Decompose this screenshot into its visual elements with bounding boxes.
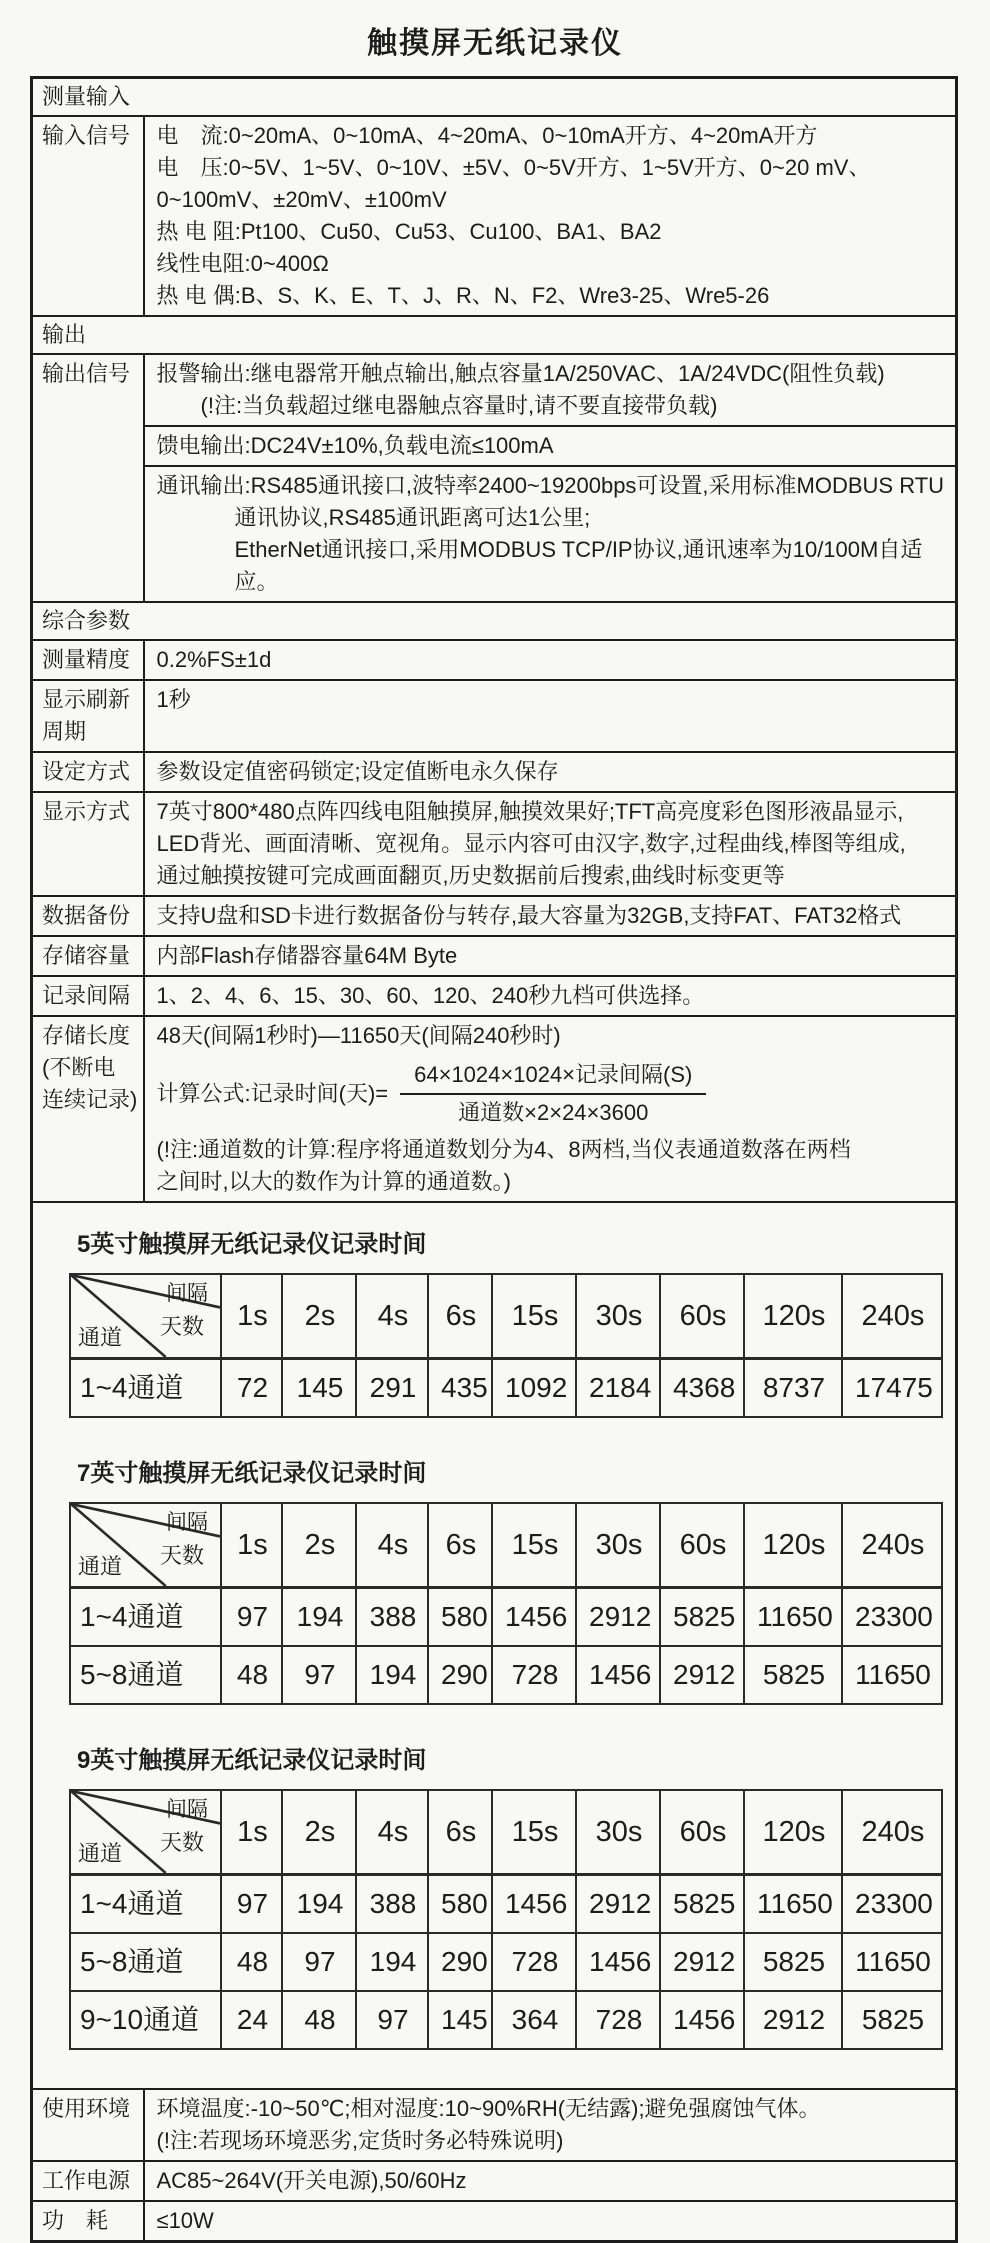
record-table-header-row: [70, 1790, 942, 1875]
column-header: 30s: [576, 1274, 660, 1359]
row-label-power: 工作电源: [32, 2161, 144, 2201]
row-output-signal-alarm: [32, 354, 957, 426]
days-value: 1456: [576, 1933, 660, 1991]
formula-numerator: 64×1024×1024×记录间隔(S): [400, 1060, 706, 1095]
days-value: 1456: [492, 1875, 576, 1934]
days-value: 364: [492, 1991, 576, 2049]
input-signal-line: 热 电 偶:B、S、K、E、T、J、R、N、F2、Wre3-25、Wre5-26: [156, 283, 770, 308]
comm-output-cell: [144, 466, 957, 602]
storage-length-note: 之间时,以大的数作为计算的通道数。): [156, 1169, 511, 1194]
record-table-header-row: [70, 1503, 942, 1588]
record-table-7inch: [69, 1502, 943, 1705]
refresh-label-line: 显示刷新: [42, 687, 131, 712]
column-header: 240s: [842, 1274, 942, 1359]
corner-cell: [70, 1790, 221, 1875]
row-channel-label: 5~8通道: [70, 1933, 221, 1991]
row-input-signal: [32, 116, 957, 316]
display-line: 通过触摸按键可完成画面翻页,历史数据前后搜索,曲线时标变更等: [156, 863, 785, 888]
days-value: 1092: [492, 1359, 576, 1418]
row-label-refresh: [32, 680, 144, 752]
days-value: 17475: [842, 1359, 942, 1418]
corner-cell: [70, 1503, 221, 1588]
column-header: 6s: [428, 1790, 492, 1875]
storage-length-label-line: 存储长度: [42, 1023, 131, 1048]
days-value: 97: [221, 1588, 282, 1647]
days-value: 8737: [744, 1359, 842, 1418]
refresh-label-line: 周期: [42, 719, 87, 744]
row-setting: [32, 752, 957, 792]
column-header: 15s: [492, 1790, 576, 1875]
row-label-setting: 设定方式: [32, 752, 144, 792]
column-header: 240s: [842, 1503, 942, 1588]
corner-label-channel: 通道: [78, 1554, 123, 1579]
days-value: 97: [356, 1991, 428, 2049]
row-interval: [32, 976, 957, 1016]
section-header-general: 综合参数: [32, 602, 957, 640]
alarm-output-cell: [144, 354, 957, 426]
row-channel-label: 9~10通道: [70, 1991, 221, 2049]
days-value: 194: [282, 1588, 356, 1647]
days-value: 388: [356, 1588, 428, 1647]
record-table-header-row: [70, 1274, 942, 1359]
input-signal-cell: [144, 116, 957, 316]
days-value: 194: [282, 1875, 356, 1934]
record-table-5inch: [69, 1273, 943, 1418]
formula-denominator: 通道数×2×24×3600: [458, 1100, 649, 1125]
corner-label-days: 天数: [159, 1543, 204, 1568]
days-value: 48: [282, 1991, 356, 2049]
row-storage-length: [32, 1016, 957, 1202]
column-header: 4s: [356, 1790, 428, 1875]
storage-length-range: 48天(间隔1秒时)—11650天(间隔240秒时): [156, 1023, 561, 1048]
alarm-output-line: 报警输出:继电器常开触点输出,触点容量1A/250VAC、1A/24VDC(阻性负载): [156, 361, 885, 386]
row-label-storage-length: [32, 1016, 144, 1202]
input-signal-line: 热 电 阻:Pt100、Cu50、Cu53、Cu100、BA1、BA2: [156, 219, 662, 244]
column-header: 60s: [660, 1274, 744, 1359]
days-value: 2912: [660, 1646, 744, 1704]
corner-label-channel: 通道: [78, 1325, 123, 1350]
days-value: 11650: [842, 1646, 942, 1704]
days-value: 580: [428, 1875, 492, 1934]
corner-label-interval: 间隔: [166, 1798, 208, 1821]
column-header: 120s: [744, 1503, 842, 1588]
input-signal-line: 电 压:0~5V、1~5V、0~10V、±5V、0~5V开方、1~5V开方、0~20 mV、: [156, 155, 871, 180]
column-header: 2s: [282, 1790, 356, 1875]
column-header: 4s: [356, 1274, 428, 1359]
record-table-title-9inch: 9英寸触摸屏无纸记录仪记录时间: [77, 1747, 427, 1774]
column-header: 6s: [428, 1274, 492, 1359]
column-header: 4s: [356, 1503, 428, 1588]
days-value: 580: [428, 1588, 492, 1647]
environment-cell: [144, 2089, 957, 2161]
days-value: 1456: [576, 1646, 660, 1704]
row-label-input-signal: 输入信号: [32, 116, 144, 316]
column-header: 6s: [428, 1503, 492, 1588]
storage-length-label-line: 连续记录): [42, 1087, 138, 1112]
interval-value: 1、2、4、6、15、30、60、120、240秒九档可供选择。: [144, 976, 957, 1016]
corner-label-interval: 间隔: [166, 1282, 208, 1305]
days-value: 97: [221, 1875, 282, 1934]
row-label-consumption: 功 耗: [32, 2201, 144, 2242]
storage-length-label-line: (不断电: [42, 1055, 116, 1080]
days-value: 194: [356, 1646, 428, 1704]
setting-value: 参数设定值密码锁定;设定值断电永久保存: [144, 752, 957, 792]
section-row-general: [32, 602, 957, 640]
days-value: 24: [221, 1991, 282, 2049]
days-value: 11650: [744, 1588, 842, 1647]
days-value: 97: [282, 1933, 356, 1991]
days-value: 2912: [576, 1875, 660, 1934]
row-label-environment: 使用环境: [32, 2089, 144, 2161]
backup-value: 支持U盘和SD卡进行数据备份与转存,最大容量为32GB,支持FAT、FAT32格式: [144, 896, 957, 936]
record-tables-cell: [32, 1202, 957, 2089]
days-value: 5825: [660, 1588, 744, 1647]
formula-fraction: [400, 1060, 706, 1128]
corner-label-channel: 通道: [78, 1841, 123, 1866]
comm-output-line: 通讯协议,RS485通讯距离可达1公里;: [234, 505, 591, 530]
days-value: 5825: [660, 1875, 744, 1934]
record-table-row: [70, 1359, 942, 1418]
row-output-signal-feed: [32, 426, 957, 466]
column-header: 60s: [660, 1503, 744, 1588]
row-label-output-signal: 输出信号: [32, 354, 144, 602]
record-table-title-5inch: 5英寸触摸屏无纸记录仪记录时间: [77, 1231, 427, 1258]
days-value: 145: [428, 1991, 492, 2049]
record-table-9inch: [69, 1789, 943, 2050]
corner-label-days: 天数: [159, 1314, 204, 1339]
record-table-row: [70, 1933, 942, 1991]
days-value: 728: [492, 1933, 576, 1991]
input-signal-line: 电 流:0~20mA、0~10mA、4~20mA、0~10mA开方、4~20mA开方: [156, 123, 818, 148]
days-value: 290: [428, 1933, 492, 1991]
column-header: 30s: [576, 1503, 660, 1588]
section-row-output: [32, 316, 957, 354]
row-channel-label: 1~4通道: [70, 1359, 221, 1418]
column-header: 240s: [842, 1790, 942, 1875]
row-capacity: [32, 936, 957, 976]
days-value: 23300: [842, 1875, 942, 1934]
days-value: 23300: [842, 1588, 942, 1647]
consumption-value: ≤10W: [144, 2201, 957, 2242]
record-table-title-7inch: 7英寸触摸屏无纸记录仪记录时间: [77, 1460, 427, 1487]
row-consumption: [32, 2201, 957, 2242]
column-header: 120s: [744, 1790, 842, 1875]
feed-output-cell: 馈电输出:DC24V±10%,负载电流≤100mA: [144, 426, 957, 466]
days-value: 290: [428, 1646, 492, 1704]
days-value: 194: [356, 1933, 428, 1991]
column-header: 15s: [492, 1503, 576, 1588]
comm-output-line: EtherNet通讯接口,采用MODBUS TCP/IP协议,通讯速率为10/100M自适应。: [234, 537, 923, 594]
days-value: 2912: [576, 1588, 660, 1647]
column-header: 15s: [492, 1274, 576, 1359]
days-value: 2912: [744, 1991, 842, 2049]
section-row-measure-input: [32, 78, 957, 117]
corner-label-interval: 间隔: [166, 1511, 208, 1534]
row-label-interval: 记录间隔: [32, 976, 144, 1016]
power-value: AC85~264V(开关电源),50/60Hz: [144, 2161, 957, 2201]
row-backup: [32, 896, 957, 936]
days-value: 48: [221, 1933, 282, 1991]
days-value: 435: [428, 1359, 492, 1418]
days-value: 11650: [744, 1875, 842, 1934]
row-record-tables: [32, 1202, 957, 2089]
accuracy-value: 0.2%FS±1d: [144, 640, 957, 680]
input-signal-line: 0~100mV、±20mV、±100mV: [156, 187, 447, 212]
column-header: 1s: [221, 1503, 282, 1588]
section-header-measure-input: 测量输入: [32, 78, 957, 117]
input-signal-line: 线性电阻:0~400Ω: [156, 251, 329, 276]
column-header: 2s: [282, 1274, 356, 1359]
row-output-signal-comm: [32, 466, 957, 602]
days-value: 97: [282, 1646, 356, 1704]
row-display: [32, 792, 957, 896]
days-value: 2912: [660, 1933, 744, 1991]
corner-cell: [70, 1274, 221, 1359]
days-value: 1456: [492, 1588, 576, 1647]
environment-line: 环境温度:-10~50℃;相对湿度:10~90%RH(无结露);避免强腐蚀气体。: [156, 2096, 821, 2121]
row-channel-label: 1~4通道: [70, 1588, 221, 1647]
days-value: 728: [492, 1646, 576, 1704]
record-table-row: [70, 1875, 942, 1934]
record-table-row: [70, 1646, 942, 1704]
days-value: 5825: [744, 1933, 842, 1991]
storage-length-formula: [157, 1060, 946, 1128]
spec-table: [30, 76, 958, 2243]
environment-line: (!注:若现场环境恶劣,定货时务必特殊说明): [156, 2128, 564, 2153]
days-value: 72: [221, 1359, 282, 1418]
row-channel-label: 5~8通道: [70, 1646, 221, 1704]
alarm-output-note: (!注:当负载超过继电器触点容量时,请不要直接带负载): [200, 393, 718, 418]
days-value: 291: [356, 1359, 428, 1418]
capacity-value: 内部Flash存储器容量64M Byte: [144, 936, 957, 976]
days-value: 1456: [660, 1991, 744, 2049]
days-value: 728: [576, 1991, 660, 2049]
comm-output-line: 通讯输出:RS485通讯接口,波特率2400~19200bps可设置,采用标准MODBUS RTU: [156, 473, 945, 498]
storage-length-note: (!注:通道数的计算:程序将通道数划分为4、8两档,当仪表通道数落在两档: [156, 1137, 851, 1162]
days-value: 11650: [842, 1933, 942, 1991]
days-value: 5825: [744, 1646, 842, 1704]
refresh-value: 1秒: [144, 680, 957, 752]
column-header: 120s: [744, 1274, 842, 1359]
days-value: 4368: [660, 1359, 744, 1418]
days-value: 388: [356, 1875, 428, 1934]
row-channel-label: 1~4通道: [70, 1875, 221, 1934]
column-header: 30s: [576, 1790, 660, 1875]
row-refresh: [32, 680, 957, 752]
section-header-output: 输出: [32, 316, 957, 354]
row-environment: [32, 2089, 957, 2161]
row-label-display: 显示方式: [32, 792, 144, 896]
corner-label-days: 天数: [159, 1830, 204, 1855]
display-line: 7英寸800*480点阵四线电阻触摸屏,触摸效果好;TFT高亮度彩色图形液晶显示,: [156, 799, 904, 824]
days-value: 5825: [842, 1991, 942, 2049]
days-value: 145: [282, 1359, 356, 1418]
display-cell: [144, 792, 957, 896]
row-accuracy: [32, 640, 957, 680]
record-table-row: [70, 1588, 942, 1647]
row-label-accuracy: 测量精度: [32, 640, 144, 680]
record-table-row: [70, 1991, 942, 2049]
column-header: 2s: [282, 1503, 356, 1588]
row-label-backup: 数据备份: [32, 896, 144, 936]
days-value: 48: [221, 1646, 282, 1704]
row-label-capacity: 存储容量: [32, 936, 144, 976]
column-header: 60s: [660, 1790, 744, 1875]
page-title: 触摸屏无纸记录仪: [367, 27, 623, 60]
formula-prefix: 计算公式:记录时间(天)=: [156, 1081, 389, 1106]
days-value: 2184: [576, 1359, 660, 1418]
row-power: [32, 2161, 957, 2201]
column-header: 1s: [221, 1790, 282, 1875]
display-line: LED背光、画面清晰、宽视角。显示内容可由汉字,数字,过程曲线,棒图等组成,: [156, 831, 906, 856]
column-header: 1s: [221, 1274, 282, 1359]
storage-length-cell: [144, 1016, 957, 1202]
